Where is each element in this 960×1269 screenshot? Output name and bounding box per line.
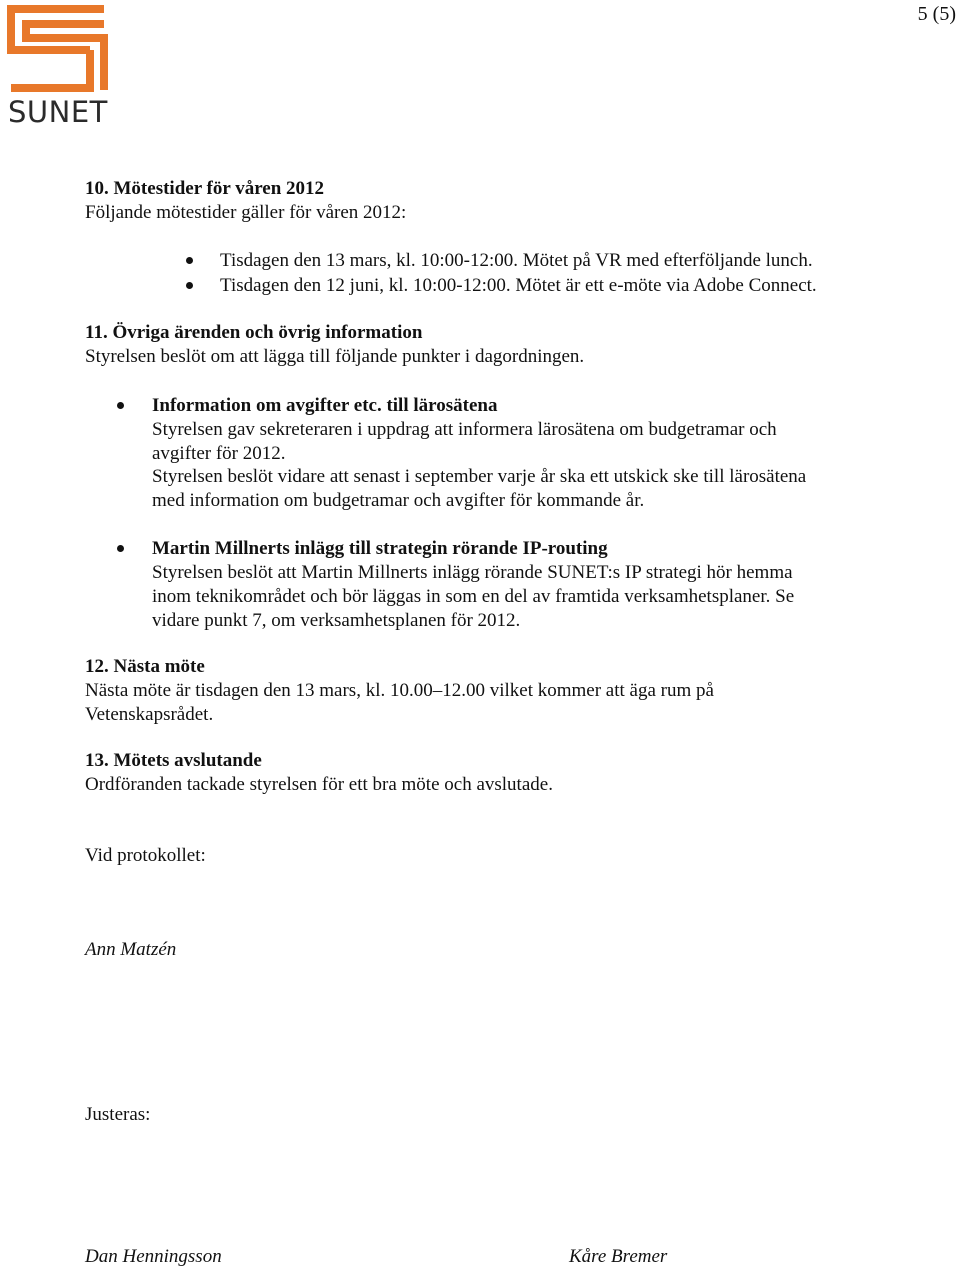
section-13-text: Ordföranden tackade styrelsen för ett bra möte och avslutade.	[85, 774, 553, 795]
section-12-heading: 12. Nästa möte	[85, 656, 205, 677]
section-13-heading: 13. Mötets avslutande	[85, 750, 262, 771]
item-avgifter-line: med information om budgetramar och avgifter för kommande år.	[152, 490, 645, 511]
adjuster-2-name: Kåre Bremer	[569, 1246, 668, 1267]
section-11-heading: 11. Övriga ärenden och övrig information	[85, 322, 423, 343]
adjusted-label: Justeras:	[85, 1104, 151, 1125]
list-item: Tisdagen den 12 juni, kl. 10:00-12:00. Mötet är ett e-möte via Adobe Connect.	[220, 275, 817, 296]
section-12-line: Vetenskapsrådet.	[85, 704, 214, 725]
item-iprouting-line: inom teknikområdet och bör läggas in som en del av framtida verksamhetsplaner. Se	[152, 586, 795, 607]
page-number: 5 (5)	[917, 3, 956, 25]
secretary-name: Ann Matzén	[85, 939, 177, 960]
item-iprouting-line: Styrelsen beslöt att Martin Millnerts inlägg rörande SUNET:s IP strategi hör hemma	[152, 562, 793, 583]
item-avgifter-line: Styrelsen gav sekreteraren i uppdrag att informera lärosätena om budgetramar och	[152, 419, 777, 440]
bullet-icon	[117, 545, 124, 552]
sunet-logo-text: SUNET	[8, 95, 108, 129]
item-avgifter-title: Information om avgifter etc. till lärosätena	[152, 395, 498, 416]
item-avgifter-line: avgifter för 2012.	[152, 443, 286, 464]
adjuster-1-name: Dan Henningsson	[85, 1246, 222, 1267]
section-10-intro: Följande mötestider gäller för våren 2012:	[85, 202, 407, 223]
section-11-intro: Styrelsen beslöt om att lägga till följande punkter i dagordningen.	[85, 346, 585, 367]
bullet-icon	[186, 282, 193, 289]
section-10-heading: 10. Mötestider för våren 2012	[85, 178, 325, 199]
protocol-label: Vid protokollet:	[85, 845, 206, 866]
bullet-icon	[117, 402, 124, 409]
sunet-logo-mark	[6, 4, 108, 96]
item-avgifter-line: Styrelsen beslöt vidare att senast i september varje år ska ett utskick ske till lärosätena	[152, 466, 807, 487]
item-iprouting-line: vidare punkt 7, om verksamhetsplanen för 2012.	[152, 610, 521, 631]
bullet-icon	[186, 257, 193, 264]
sunet-logo	[6, 4, 108, 128]
item-iprouting-title: Martin Millnerts inlägg till strategin rörande IP-routing	[152, 538, 608, 559]
list-item: Tisdagen den 13 mars, kl. 10:00-12:00. Mötet på VR med efterföljande lunch.	[220, 250, 813, 271]
section-12-line: Nästa möte är tisdagen den 13 mars, kl. 10.00–12.00 vilket kommer att äga rum på	[85, 680, 714, 701]
